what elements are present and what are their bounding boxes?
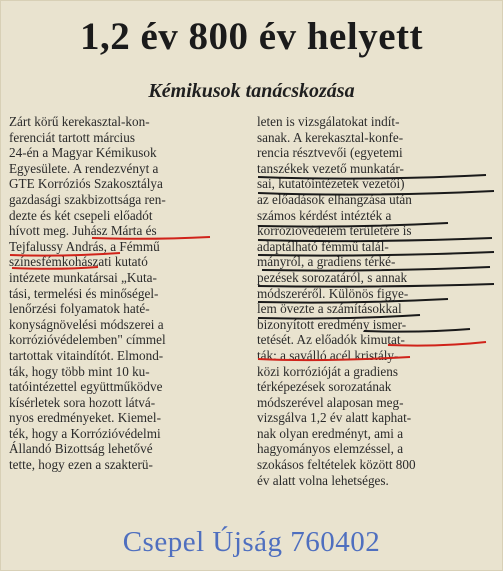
text-line: tanszékek vezető munkatár- <box>257 160 404 176</box>
text-line: hívott meg. Juhász Márta és <box>9 223 157 239</box>
text-line: dezte és két csepeli előadót <box>9 207 153 223</box>
text-line: hagyományos elemzéssel, a <box>257 441 404 457</box>
text-line: szokásos feltételek között 800 <box>257 457 416 473</box>
text-line: tette, hogy ezen a szakterü- <box>9 457 153 473</box>
text-line: korrózióvédelemben" címmel <box>9 332 166 348</box>
right-column <box>257 114 495 488</box>
text-line: Zárt körű kerekasztal-kon- <box>9 114 150 129</box>
text-line: 24-én a Magyar Kémikusok <box>9 145 157 161</box>
text-line: Állandó Bizottság lehetővé <box>9 441 153 457</box>
text-line: ták: a saválló acél kristály- <box>257 347 399 363</box>
text-line: sanak. A kerekasztal-konfe- <box>257 129 404 145</box>
headline: 1,2 év 800 év helyett <box>80 15 423 58</box>
text-line: színesfémkohászati kutató <box>9 254 148 270</box>
text-line: nak olyan eredményt, ami a <box>257 425 404 441</box>
text-line: tartottak vitaindítót. Elmond- <box>9 347 164 363</box>
text-line: tási, termelési és minőségel- <box>9 285 159 301</box>
text-line: vizsgálva 1,2 év alatt kaphat- <box>257 410 412 426</box>
subheadline: Kémikusok tanácskozása <box>148 80 355 102</box>
text-line: adaptálható fémmű talál- <box>257 238 389 254</box>
source-caption: Csepel Újság 760402 <box>122 526 381 558</box>
text-line: intézete munkatársai „Kuta- <box>9 269 157 285</box>
text-line: pezések sorozatáról, s annak <box>257 269 408 285</box>
text-line: nyos eredményeket. Kiemel- <box>9 410 161 426</box>
text-line: konyságnövelési módszerei a <box>9 316 164 332</box>
text-line: mányról, a gradiens térké- <box>257 254 396 270</box>
text-line: módszerével alaposan meg- <box>257 394 404 410</box>
text-line: lem övezte a számításokkal <box>257 301 402 317</box>
text-line: ferenciát tartott március <box>9 129 135 145</box>
text-line: GTE Korróziós Szakosztálya <box>9 176 163 192</box>
text-line: Tejfalussy András, a Fémmű <box>9 238 160 254</box>
text-line: leten is vizsgálatokat indít- <box>257 114 400 129</box>
text-line: tatóintézettel együttműködve <box>9 379 163 395</box>
text-line: gazdasági szakbizottsága ren- <box>9 191 166 207</box>
text-line: bizonyított eredmény ismer- <box>257 316 407 332</box>
text-line: kísérletek sora hozott látvá- <box>9 394 156 410</box>
text-line: korrózióvédelem területére is <box>257 223 412 239</box>
text-line: módszeréről. Különös figye- <box>257 285 409 301</box>
text-line: év alatt volna lehetséges. <box>257 472 389 488</box>
text-line: közi korrózióját a gradiens <box>257 363 398 379</box>
text-line: sai, kutatóintézetek vezetői) <box>257 176 405 192</box>
text-line: tetését. Az előadók kimutat- <box>257 332 405 348</box>
text-line: az előadások elhangzása után <box>257 191 412 207</box>
text-line: rencia résztvevői (egyetemi <box>257 145 403 161</box>
left-column <box>9 114 247 473</box>
text-line: ték, hogy a Korrózióvédelmi <box>9 425 161 441</box>
text-line: térképezések sorozatának <box>257 379 392 395</box>
text-line: lenőrzési folyamatok haté- <box>9 301 150 317</box>
text-line: ták, hogy több mint 10 ku- <box>9 363 150 379</box>
text-line: számos kérdést intézték a <box>257 207 392 223</box>
text-line: Egyesülete. A rendezvényt a <box>9 160 159 176</box>
